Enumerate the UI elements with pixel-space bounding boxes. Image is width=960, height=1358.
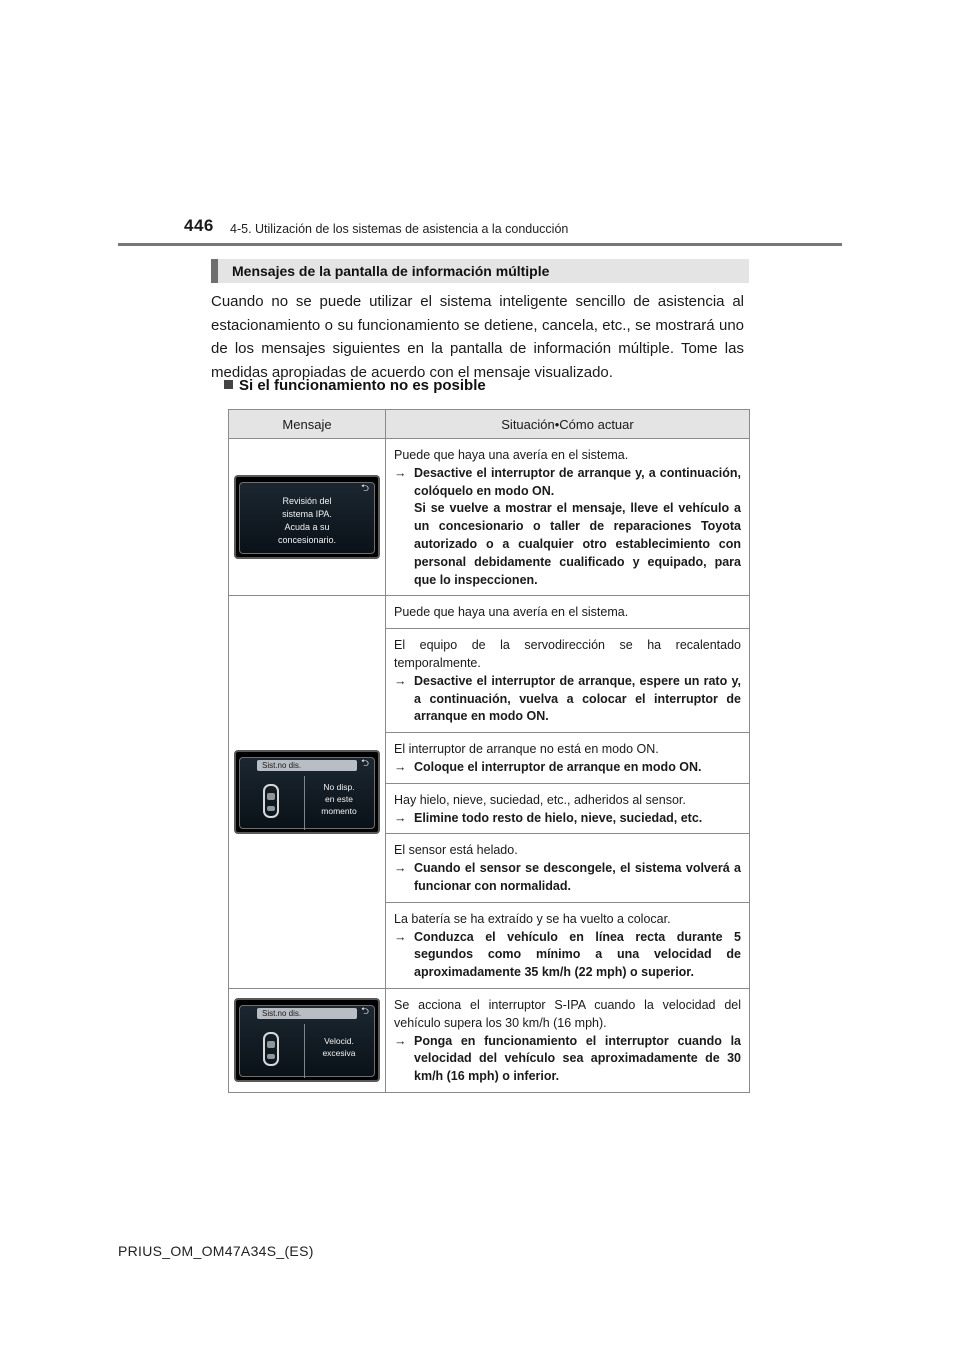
header-situation: Situación•Cómo actuar xyxy=(386,410,750,439)
page-number: 446 xyxy=(184,216,214,235)
return-icon: ⮌ xyxy=(360,483,369,495)
subheading xyxy=(224,377,486,394)
screen-inner xyxy=(239,1005,375,1077)
screen-message: No disp. en este momento xyxy=(321,782,357,817)
table-row xyxy=(229,439,750,596)
display-screen xyxy=(234,750,380,834)
situation-text: Se acciona el interruptor S-IPA cuando la velocidad del vehículo supera los 30 km/h (16 mph). xyxy=(394,997,741,1030)
display-screen xyxy=(234,475,380,559)
action-extra: Si se vuelve a mostrar el mensaje, lleve el vehículo a un concesionario o taller de reparaciones Toyota autorizado o a cualquier otro establecimiento con personal debidamente cualificado y equipado, para que lo inspeccionen. xyxy=(414,501,741,587)
arrow-icon: → xyxy=(394,861,407,876)
footer-code: PRIUS_OM_OM47A34S_(ES) xyxy=(118,1243,314,1259)
situation-text: El equipo de la servodirección se ha recalentado temporalmente. xyxy=(394,638,741,670)
situation-text: Puede que haya una avería en el sistema. xyxy=(394,605,629,620)
arrow-icon: → xyxy=(394,465,407,480)
display-screen xyxy=(234,998,380,1082)
arrow-icon: → xyxy=(394,759,407,774)
screen-inner xyxy=(239,757,375,829)
intro-paragraph: Cuando no se puede utilizar el sistema inteligente sencillo de asistencia al estacionamiento o su funcionamiento se detiene, cancela, etc., se mostrará uno de los mensajes siguientes en la pantalla de información múltiple. Tome las medidas apropiadas de acuerdo con el mensaje visualizado. xyxy=(211,293,744,381)
situation-text: La batería se ha extraído y se ha vuelto a colocar. xyxy=(394,911,671,926)
action-text: → Cuando el sensor se descongele, el sistema volverá a funcionar con normalidad. xyxy=(394,861,741,893)
situation-cell xyxy=(386,439,750,596)
square-bullet-icon xyxy=(224,380,233,389)
status-pill: Sist.no dis. xyxy=(257,760,357,771)
section-title: Mensajes de la pantalla de información múltiple xyxy=(232,263,550,279)
situation-cell xyxy=(386,902,750,988)
message-image-cell xyxy=(229,988,386,1092)
situation-text: El interruptor de arranque no está en modo ON. xyxy=(394,742,659,757)
return-icon: ⮌ xyxy=(360,1006,369,1018)
action-text: → Coloque el interruptor de arranque en modo ON. xyxy=(394,759,741,777)
messages-table xyxy=(228,409,750,1093)
table-row xyxy=(229,988,750,1092)
action-text: → Conduzca el vehículo en línea recta durante 5 segundos como mínimo a una velocidad de aproximadamente 35 km/h (22 mph) o superior. xyxy=(394,929,741,980)
section-bar xyxy=(211,259,749,283)
arrow-icon: → xyxy=(394,810,407,825)
subheading-text: Si el funcionamiento no es posible xyxy=(239,377,486,394)
car-icon xyxy=(263,1032,279,1066)
screen-message: Revisión del sistema IPA. Acuda a su concesionario. xyxy=(277,496,337,546)
chapter-title: 4-5. Utilización de los sistemas de asistencia a la conducción xyxy=(230,222,569,236)
message-image-cell xyxy=(229,596,386,989)
situation-cell xyxy=(386,783,750,834)
arrow-icon: → xyxy=(394,929,407,944)
arrow-icon: → xyxy=(394,673,407,688)
situation-cell xyxy=(386,834,750,902)
situation-cell xyxy=(386,596,750,629)
situation-text: El sensor está helado. xyxy=(394,843,518,858)
status-pill: Sist.no dis. xyxy=(257,1008,357,1019)
situation-text: Puede que haya una avería en el sistema. xyxy=(394,448,629,462)
screen-inner xyxy=(239,482,375,554)
screen-message: Velocid. excesiva xyxy=(322,1036,356,1059)
action-text: → Elimine todo resto de hielo, nieve, suciedad, etc. xyxy=(394,810,741,828)
table-row xyxy=(229,596,750,629)
situation-cell xyxy=(386,733,750,784)
table-header-row xyxy=(229,410,750,439)
situation-text: Hay hielo, nieve, suciedad, etc., adheridos al sensor. xyxy=(394,792,686,807)
header-message: Mensaje xyxy=(229,410,386,439)
return-icon: ⮌ xyxy=(360,758,369,770)
action-text: → Desactive el interruptor de arranque, espere un rato y, a continuación, vuelva a colocar el interruptor de arranque en modo ON. xyxy=(394,673,741,724)
arrow-icon: → xyxy=(394,1033,407,1048)
car-icon xyxy=(263,784,279,818)
message-image-cell xyxy=(229,439,386,596)
action-text: → Ponga en funcionamiento el interruptor cuando la velocidad del vehículo sea aproximadamente de 30 km/h (16 mph) o inferior. xyxy=(394,1033,741,1084)
situation-cell xyxy=(386,988,750,1092)
situation-cell xyxy=(386,629,750,733)
header-rule xyxy=(118,243,842,246)
action-text: → Desactive el interruptor de arranque y, a continuación, colóquelo en modo ON. xyxy=(394,465,741,498)
